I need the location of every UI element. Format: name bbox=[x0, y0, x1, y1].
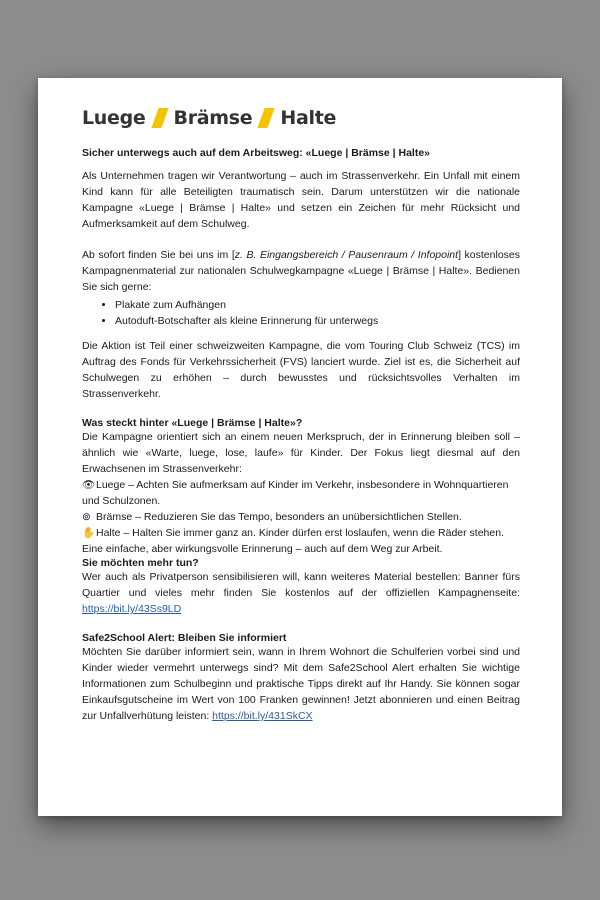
list-item: • Autoduft-Botschafter als kleine Erinnerung für unterwegs bbox=[115, 313, 520, 329]
logo-word-halte: Halte bbox=[280, 107, 337, 129]
halte-text: Halte – Halten Sie immer ganz an. Kinder dürfen erst loslaufen, wenn die Räder stehen. bbox=[96, 527, 504, 539]
background-intro: Die Kampagne orientiert sich an einem neuen Merkspruch, der in Erinnerung bleiben soll – ähnlich wie «Warte, luege, lose, laufe» für Kinder. Der Fokus liegt diesmal auf den Erwachsenen im Strassenverkehr: bbox=[82, 431, 520, 475]
document-content bbox=[82, 103, 520, 724]
intro-paragraph: Als Unternehmen tragen wir Verantwortung – auch im Strassenverkehr. Ein Unfall mit einem Kind kann für alle Beteiligten traumatisch sein. Darum unterstützen wir die nationale Kampagne «Luege | Brämse | Halte» und setzen ein Zeichen für mehr Rücksicht und Aufmerksamkeit auf dem Schulweg. bbox=[82, 170, 520, 230]
document-page bbox=[38, 78, 562, 816]
logo-slash-icon bbox=[258, 108, 275, 128]
halte-item bbox=[82, 525, 520, 541]
section-heading-background: Was steckt hinter «Luege | Brämse | Halte»? bbox=[82, 417, 303, 429]
material-text-after: ] kostenloses Kampagnenmaterial zur nationalen Schulwegkampagne «Luege | Brämse | Halte». Bedienen Sie sich gerne: bbox=[82, 249, 521, 293]
hand-icon: ✋ bbox=[82, 527, 96, 539]
campaign-link[interactable]: https://bit.ly/43Ss9LD bbox=[82, 603, 182, 615]
section-heading-more: Sie möchten mehr tun? bbox=[82, 557, 199, 569]
more-text: Wer auch als Privatperson sensibilisieren will, kann weiteres Material bestellen: Banner fürs Quartier und vieles mehr finden Sie kostenlos auf der offiziellen Kampagnenseite: bbox=[82, 571, 520, 599]
material-text-before: Ab sofort finden Sie bei uns im [ bbox=[82, 249, 235, 261]
campaign-paragraph: Die Aktion ist Teil einer schweizweiten Kampagne, die vom Touring Club Schweiz (TCS) im Auftrag des Fonds für Verkehrssicherheit (FVS) lanciert wurde. Ziel ist es, die Sicherheit auf Schulwegen zu erhöhen – durch bewusstes und rücksichtsvolles Verhalten im Strassenverkehr. bbox=[82, 340, 520, 400]
material-list bbox=[82, 297, 520, 329]
closing-line: Eine einfache, aber wirkungsvolle Erinnerung – auch auf dem Weg zur Arbeit. bbox=[82, 543, 443, 555]
section-heading-safe2school: Safe2School Alert: Bleiben Sie informiert bbox=[82, 632, 287, 644]
safe2school-text: Möchten Sie darüber informiert sein, wann in Ihrem Wohnort die Schulferien vorbei sind und Kinder wieder vermehrt unterwegs sind? Mit dem Safe2School Alert erhalten Sie wichtige Informationen zum Schulbeginn und praktische Tipps direkt auf Ihr Handy. Sie können sogar Einkaufsgutscheine im Wert von 100 Franken gewinnen! Jetzt abonnieren und einen Beitrag zur Unfallverhütung leisten: bbox=[82, 646, 520, 722]
luege-text: Luege – Achten Sie aufmerksam auf Kinder im Verkehr, insbesondere in Wohnquartieren und Schulzonen. bbox=[82, 479, 509, 507]
luege-item bbox=[82, 477, 520, 509]
logo-word-braemse: Brämse bbox=[173, 107, 253, 129]
list-item: • Plakate zum Aufhängen bbox=[115, 297, 520, 313]
braemse-item bbox=[82, 509, 520, 525]
material-location-placeholder: z. B. Eingangsbereich / Pausenraum / Infopoint bbox=[234, 249, 459, 261]
material-paragraph bbox=[82, 247, 520, 295]
safe2school-paragraph bbox=[82, 644, 520, 724]
eye-icon: 👁 bbox=[82, 479, 96, 491]
logo-word-luege: Luege bbox=[82, 107, 146, 129]
more-paragraph bbox=[82, 569, 520, 617]
braemse-text: Brämse – Reduzieren Sie das Tempo, besonders an unübersichtlichen Stellen. bbox=[96, 511, 462, 523]
page-title: Sicher unterwegs auch auf dem Arbeitsweg: «Luege | Brämse | Halte» bbox=[82, 147, 431, 159]
brake-icon: ⊚ bbox=[82, 511, 91, 523]
safe2school-link[interactable]: https://bit.ly/431SkCX bbox=[212, 710, 313, 722]
logo-slash-icon bbox=[151, 108, 168, 128]
campaign-logo bbox=[82, 103, 520, 133]
